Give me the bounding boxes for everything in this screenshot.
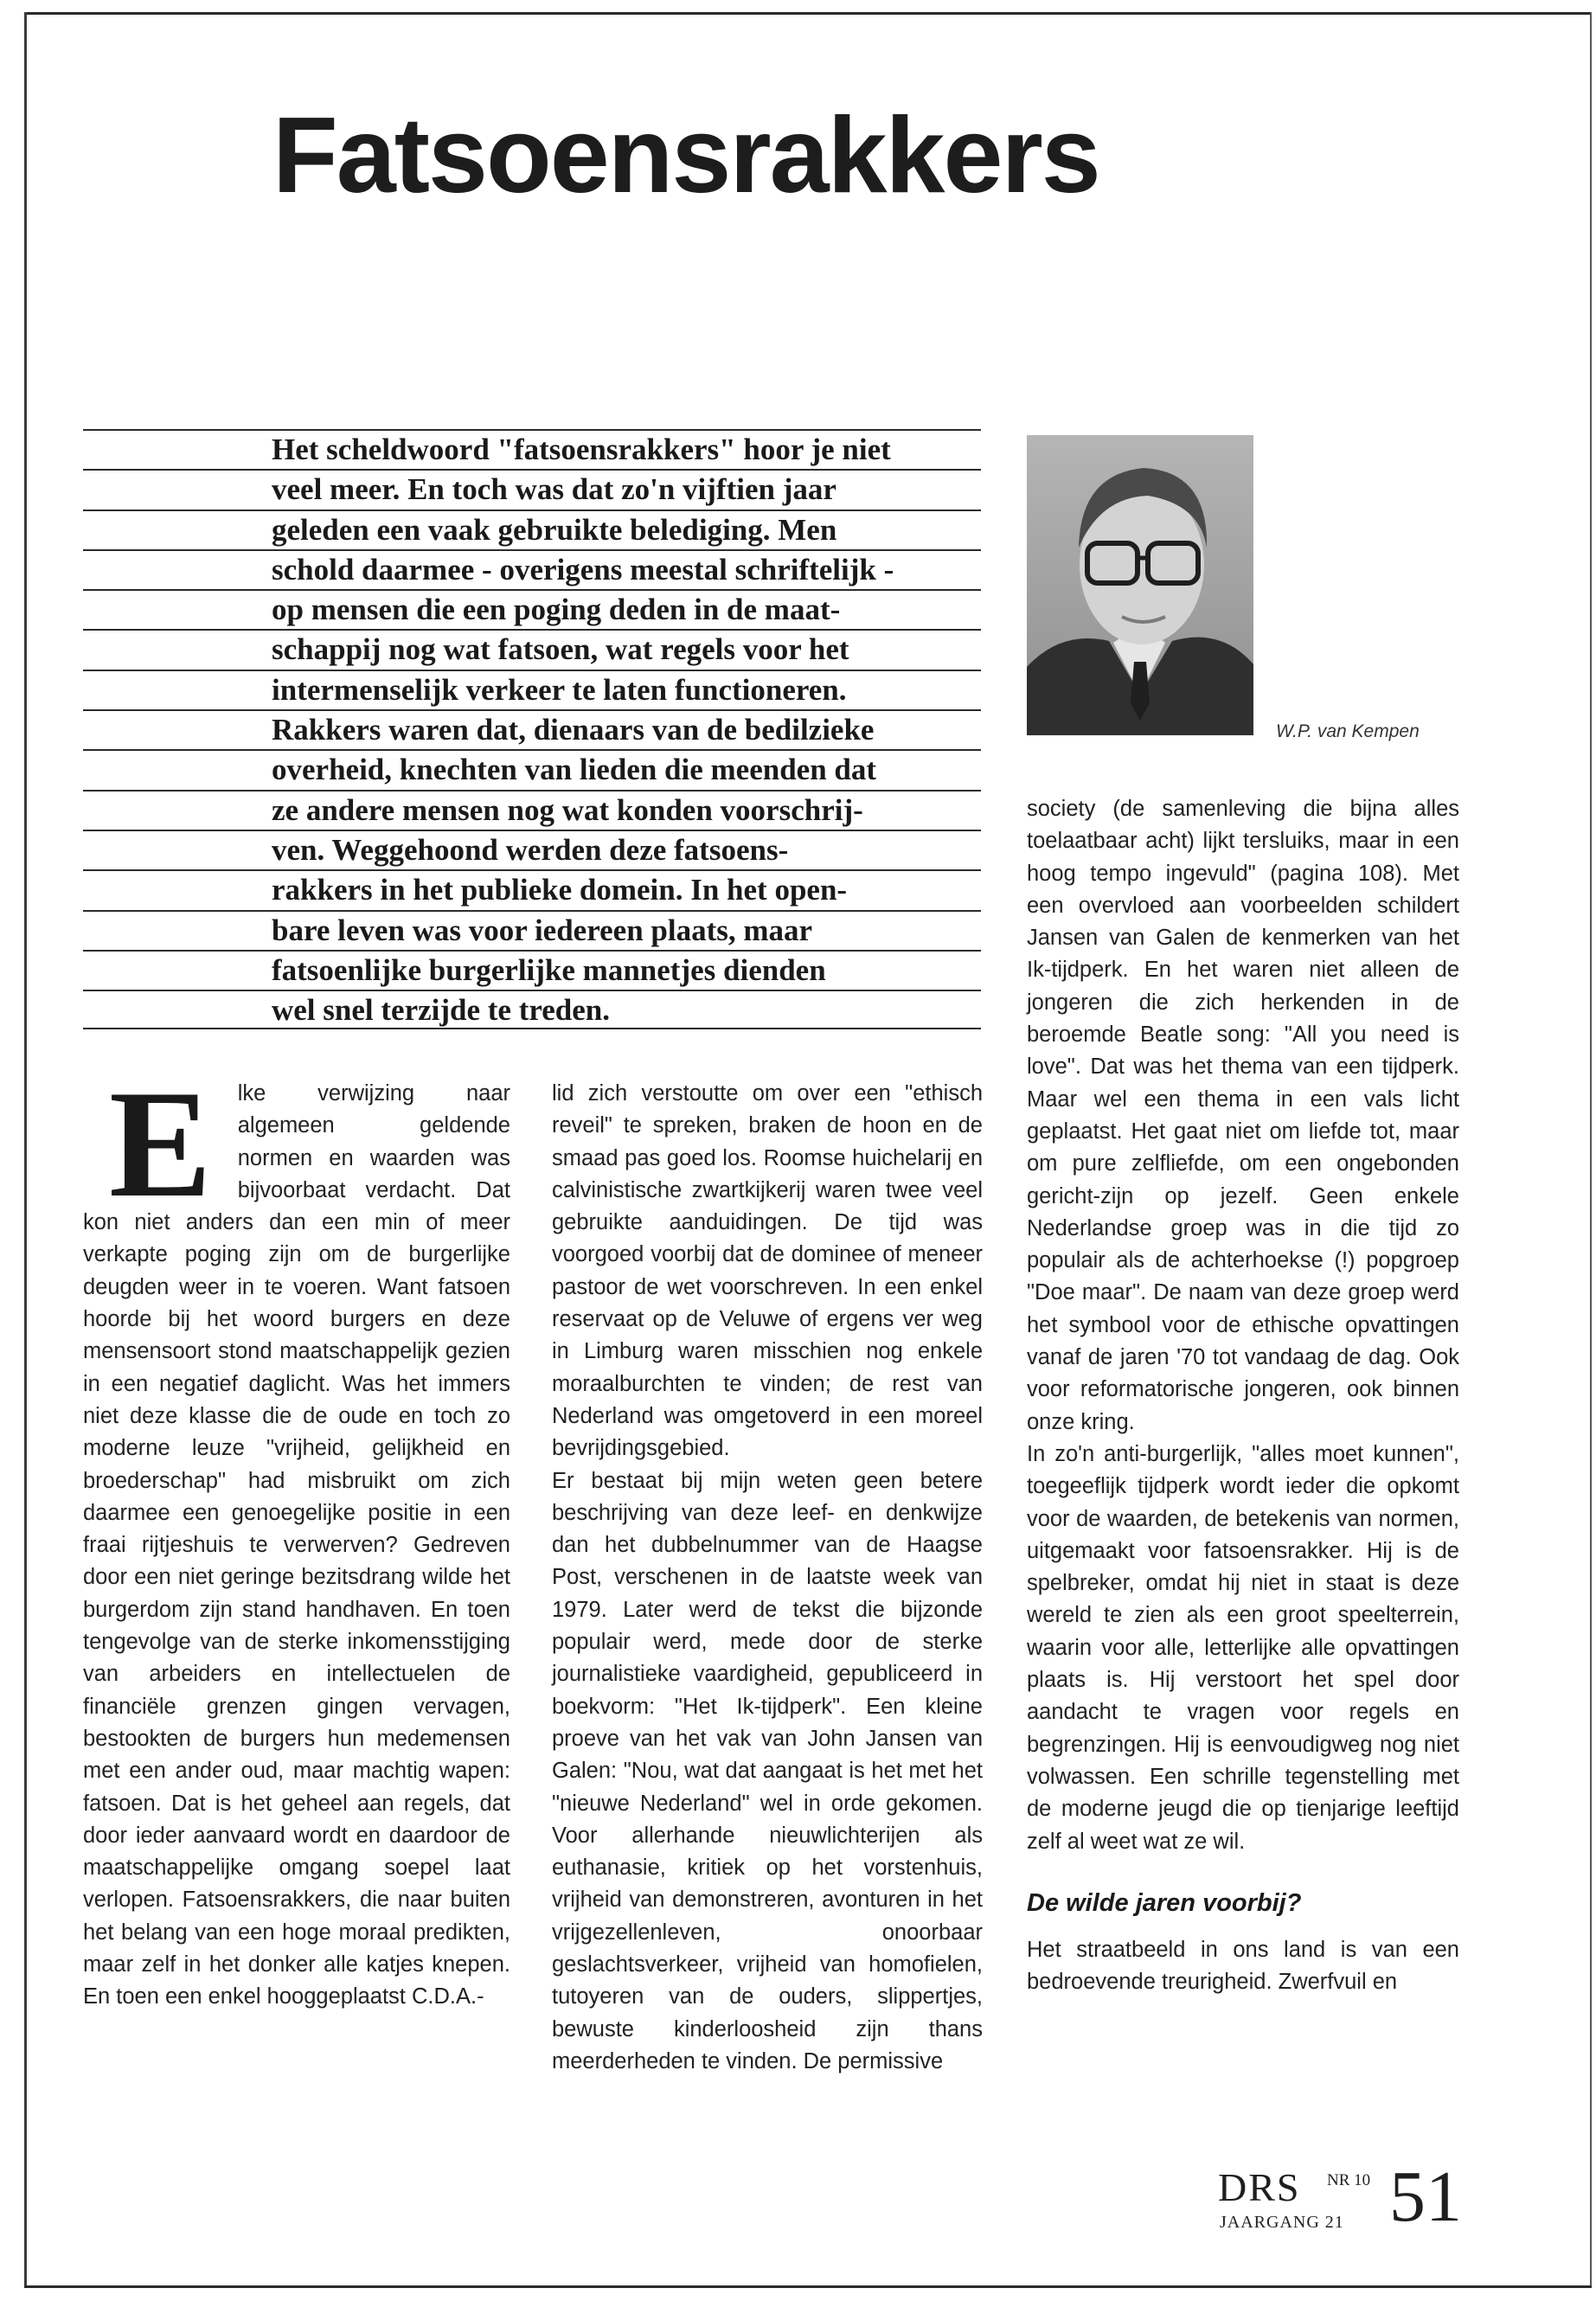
section-subheading: De wilde jaren voorbij? (1027, 1888, 1302, 1917)
text-column-1 (83, 1058, 510, 2014)
author-photo (1027, 435, 1253, 735)
photo-caption: W.P. van Kempen (1276, 721, 1420, 741)
magazine-logo: DRS (1218, 2165, 1301, 2209)
intro-line: overheid, knechten van lieden die meenden dat (83, 749, 981, 789)
intro-line: schappij nog wat fatsoen, wat regels voor het (83, 629, 981, 669)
intro-line: Het scheldwoord "fatsoensrakkers" hoor je niet (83, 429, 981, 469)
intro-block (83, 429, 981, 1029)
portrait-image (1027, 435, 1253, 735)
page-border-left (24, 12, 27, 2287)
drop-cap: E (109, 1058, 212, 1229)
intro-line: op mensen die een poging deden in de maat- (83, 589, 981, 629)
text-column-2 (552, 1078, 983, 2078)
intro-line: schold daarmee - overigens meestal schriftelijk - (83, 549, 981, 589)
page-border-right (1590, 12, 1592, 2287)
intro-line: rakkers in het publieke domein. In het open- (83, 869, 981, 909)
volume-label: JAARGANG 21 (1220, 2213, 1344, 2232)
body-paragraph: In zo'n anti-burgerlijk, "alles moet kunnen", toegeeflijk tijdperk wordt ieder die opkomt voor de waarden, de betekenis van normen, uitgemaakt voor fatsoensrakker. Hij is de spelbreker, omdat hij niet in staat is deze wereld te zien als een groot speelterrein, waarin voor alle, letterlijke alle opvattingen plaats is. Hij verstoort het spel door aandacht te vragen voor regels en begrenzingen. Hij is eenvoudigweg nog niet volwassen. Een schrille tegenstelling met de moderne jeugd die op tienjarige leeftijd zelf al weet wat ze wil. (1027, 1441, 1459, 1854)
article-title: Fatsoensrakkers (272, 96, 1099, 215)
intro-line: ven. Weggehoond werden deze fatsoens- (83, 830, 981, 869)
intro-line: bare leven was voor iedereen plaats, maar (83, 910, 981, 950)
body-paragraph: Het straatbeeld in ons land is van een bedroevende treurigheid. Zwerfvuil en (1027, 1937, 1459, 1995)
page-border-top (26, 12, 1592, 15)
page-border-bottom (24, 2285, 1592, 2288)
intro-line: veel meer. En toch was dat zo'n vijftien jaar (83, 469, 981, 509)
intro-line: fatsoenlijke burgerlijke mannetjes dienden (83, 950, 981, 990)
page-number: 51 (1389, 2157, 1462, 2237)
body-paragraph: Er bestaat bij mijn weten geen betere beschrijving van deze leef- en denkwijze dan het dubbelnummer van de Haagse Post, verschenen in de laatste week van 1979. Later werd de tekst die bijzonde populair werd, mede door de sterke journalistieke vaardigheid, gepubliceerd in boekvorm: "Het Ik-tijdperk". Een kleine proeve van het vak van John Jansen van Galen: "Nou, wat dat aangaat is het met het "nieuwe Nederland" wel in orde gekomen. Voor allerhande nieuwlichterijen als euthanasie, kritiek op het vorstenhuis, vrijheid van demonstreren, avonturen in het vrijgezellenleven, onoorbaar geslachtsverkeer, vrijheid van homofielen, tutoyeren van de ouders, slippertjes, bewuste kinderloosheid zijn thans meerderheden te vinden. De permissive (552, 1468, 983, 2073)
text-column-3 (1027, 793, 1459, 1998)
intro-line: geleden een vaak gebruikte belediging. Men (83, 510, 981, 549)
body-paragraph: lke verwijzing naar algemeen geldende normen en waarden was bijvoorbaat verdacht. Dat kon niet anders dan een min of meer verkapte poging zijn om de burgerlijke deugden weer in te voeren. Want fatsoen hoorde bij het woord burgers en deze mensensoort stond maatschappelijk gezien in een negatief daglicht. Was het immers niet deze klasse die de oude en toch zo moderne leuze "vrijheid, gelijkheid en broederschap" had misbruikt om zich daarmee een genoegelijke positie in een fraai rijtjeshuis te verwerven? Gedreven door een niet geringe bezitsdrang wilde het burgerdom zijn stand handhaven. En toen tengevolge van de sterke inkomensstijging van arbeiders en intellectuelen de financiële grenzen gingen vervagen, bestookten de burgers hun medemensen met een ander oud, maar machtig wapen: fatsoen. Dat is het geheel aan regels, dat door ieder aanvaard wordt en daardoor de maatschappelijke omgang soepel laat verlopen. Fatsoensrakkers, die naar buiten het belang van een hoge moraal predikten, maar zelf in het donker alle katjes knepen. En toen een enkel hooggeplaatst C.D.A.- (83, 1081, 510, 2009)
intro-line: Rakkers waren dat, dienaars van de bedilzieke (83, 709, 981, 749)
issue-number: NR 10 (1327, 2171, 1371, 2189)
body-paragraph: society (de samenleving die bijna alles toelaatbaar acht) lijkt tersluiks, maar in een hoog tempo ingevuld" (pagina 108). Met een overvloed aan voorbeelden schildert Jansen van Galen de kenmerken van het Ik-tijdperk. En het waren niet alleen de jongeren die zich herkenden in de beroemde Beatle song: "All you need is love". Dat was het thema van een tijdperk. Maar wel een thema in een vals licht geplaatst. Het gaat niet om liefde tot, maar om pure zelfliefde, om een ongebonden gericht-zijn op jezelf. Geen enkele Nederlandse groep was in die tijd zo populair als de achterhoekse (!) popgroep "Doe maar". De naam van deze groep werd het symbool voor de ethische opvattingen vanaf de jaren '70 tot vandaag de dag. Ook voor reformatorische jongeren, ook binnen onze kring. (1027, 797, 1459, 1434)
intro-line: ze andere mensen nog wat konden voorschrij- (83, 790, 981, 830)
intro-line: wel snel terzijde te treden. (83, 990, 981, 1029)
intro-line: intermenselijk verkeer te laten functioneren. (83, 670, 981, 709)
body-paragraph: lid zich verstoutte om over een "ethisch reveil" te spreken, braken de hoon en de smaad pas goed los. Roomse huichelarij en calvinistische zwartkijkerij waren twee veel gebruikte aanduidingen. De tijd was voorgoed voorbij dat de dominee of meneer pastoor de wet voorschreven. In een enkel reservaat op de Veluwe of ergens ver weg in Limburg waren misschien nog enkele moraalburchten te vinden; de rest van Nederland was omgetoverd in een moreel bevrijdingsgebied. (552, 1081, 983, 1461)
